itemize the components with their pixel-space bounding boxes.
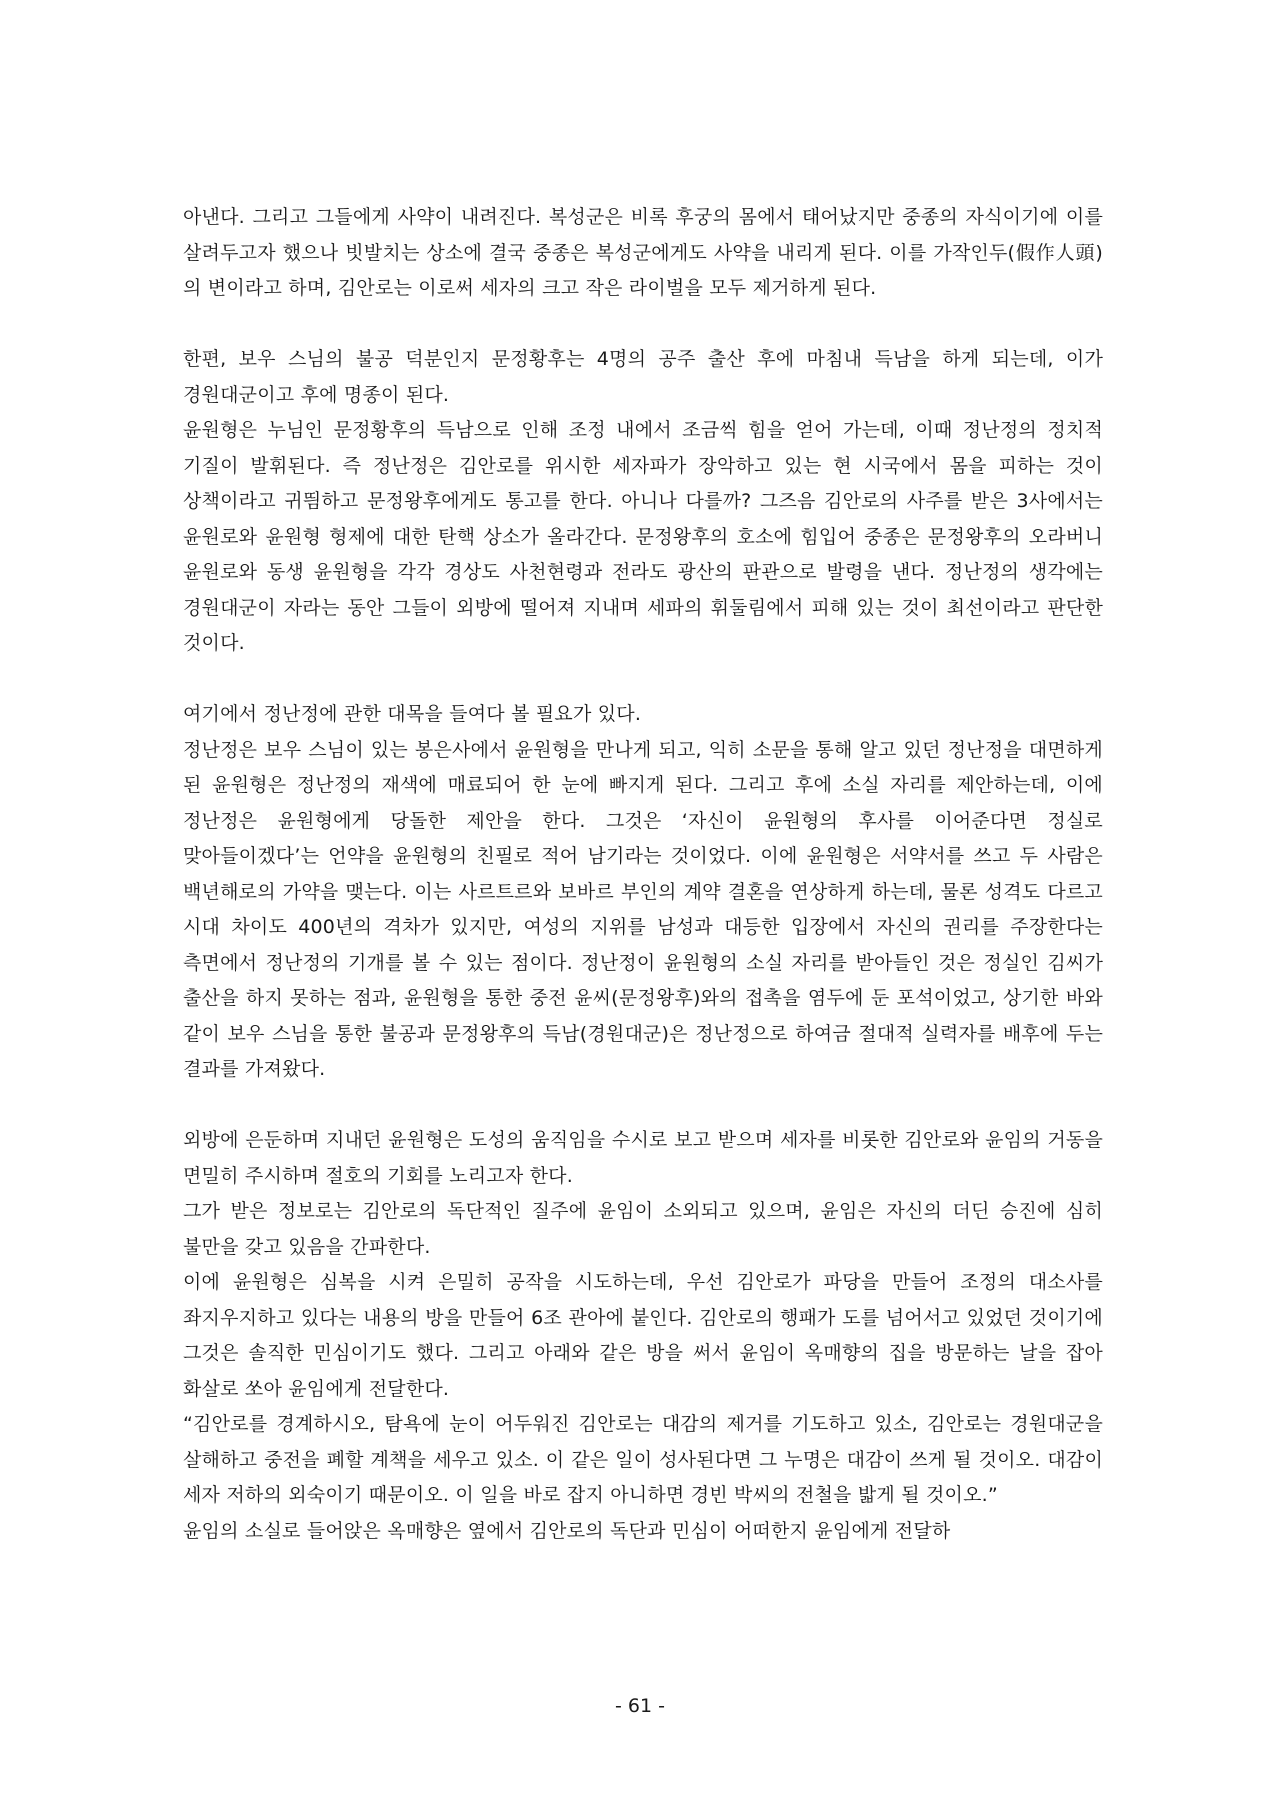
paragraph-4: [183, 1123, 1103, 1549]
text-line: 윤임의 소실로 들어앉은 옥매향은 옆에서 김안로의 독단과 민심이 어떠한지 윤임에게 전달하: [183, 1519, 951, 1542]
text-line: 윤원형은 누님인 문정황후의 득남으로 인해 조정 내에서 조금씩 힘을 얻어 가는데, 이때 정난정의 정치적 기질이 발휘된다. 즉 정난정은 김안로를 위시한 세자파가 장악하고 있는 현 시국에서 몸을 피하는 것이 상책이라고 귀띔하고 문정왕후에게도 통고를 한다. 아니나 다를까? 그즈음 김안로의 사주를 받은 3사에서는 윤원로와 윤원형 형제에 대한 탄핵 상소가 올라간다. 문정왕후의 호소에 힘입어 중종은 문정왕후의 오라버니 윤원로와 동생 윤원형을 각각 경상도 사천현령과 전라도 광산의 판관으로 발령을 낸다. 정난정의 생각에는 경원대군이 자라는 동안 그들이 외방에 떨어져 지내며 세파의 휘둘림에서 피해 있는 것이 최선이라고 판단한 것이다.: [183, 419, 1103, 654]
paragraph-2: [183, 342, 1103, 662]
body-text: [183, 200, 1103, 1585]
text-line: 정난정은 보우 스님이 있는 봉은사에서 윤원형을 만나게 되고, 익히 소문을 통해 알고 있던 정난정을 대면하게 된 윤원형은 정난정의 재색에 매료되어 한 눈에 빠지게 된다. 그리고 후에 소실 자리를 제안하는데, 이에 정난정은 윤원형에게 당돌한 제안을 한다. 그것은 ‘자신이 윤원형의 후사를 이어준다면 정실로 맞아들이겠다’는 언약을 윤원형의 친필로 적어 남기라는 것이었다. 이에 윤원형은 서약서를 쓰고 두 사람은 백년해로의 가약을 맺는다. 이는 사르트르와 보바르 부인의 계약 결혼을 연상하게 하는데, 물론 성격도 다르고 시대 차이도 400년의 격차가 있지만, 여성의 지위를 남성과 대등한 입장에서 자신의 권리를 주장한다는 측면에서 정난정의 기개를 볼 수 있는 점이다. 정난정이 윤원형의 소실 자리를 받아들인 것은 정실인 김씨가 출산을 하지 못하는 점과, 윤원형을 통한 중전 윤씨(문정왕후)와의 접촉을 염두에 둔 포석이었고, 상기한 바와 같이 보우 스님을 통한 불공과 문정왕후의 득남(경원대군)은 정난정으로 하여금 절대적 실력자를 배후에 두는 결과를 가져왔다.: [183, 738, 1103, 1080]
text-line: 한편, 보우 스님의 불공 덕분인지 문정황후는 4명의 공주 출산 후에 마침내 득남을 하게 되는데, 이가 경원대군이고 후에 명종이 된다.: [183, 348, 1103, 406]
text-line: 여기에서 정난정에 관한 대목을 들여다 볼 필요가 있다.: [183, 703, 642, 725]
text-line: 그가 받은 정보로는 김안로의 독단적인 질주에 윤임이 소외되고 있으며, 윤임은 자신의 더딘 승진에 심히 불만을 갖고 있음을 간파한다.: [183, 1200, 1103, 1258]
paragraph-3: [183, 697, 1103, 1088]
text-line: 아낸다. 그리고 그들에게 사약이 내려진다. 복성군은 비록 후궁의 몸에서 태어났지만 중종의 자식이기에 이를 살려두고자 했으나 빗발치는 상소에 결국 중종은 복성군에게도 사약을 내리게 된다. 이를 가작인두(假作人頭)의 변이라고 하며, 김안로는 이로써 세자의 크고 작은 라이벌을 모두 제거하게 된다.: [183, 206, 1103, 299]
paragraph-1: [183, 200, 1103, 307]
text-line: “김안로를 경계하시오, 탐욕에 눈이 어두워진 김안로는 대감의 제거를 기도하고 있소, 김안로는 경원대군을 살해하고 중전을 폐할 계책을 세우고 있소. 이 같은 일이 성사된다면 그 누명은 대감이 쓰게 될 것이오. 대감이 세자 저하의 외숙이기 때문이오. 이 일을 바로 잡지 아니하면 경빈 박씨의 전철을 밟게 될 것이오.”: [183, 1413, 1103, 1506]
page-number: - 61 -: [615, 1695, 665, 1717]
text-line: 이에 윤원형은 심복을 시켜 은밀히 공작을 시도하는데, 우선 김안로가 파당을 만들어 조정의 대소사를 좌지우지하고 있다는 내용의 방을 만들어 6조 관아에 붙인다. 김안로의 행패가 도를 넘어서고 있었던 것이기에 그것은 솔직한 민심이기도 했다. 그리고 아래와 같은 방을 써서 윤임이 옥매향의 집을 방문하는 날을 잡아 화살로 쏘아 윤임에게 전달한다.: [183, 1271, 1103, 1400]
text-line: 외방에 은둔하며 지내던 윤원형은 도성의 움직임을 수시로 보고 받으며 세자를 비롯한 김안로와 윤임의 거동을 면밀히 주시하며 절호의 기회를 노리고자 한다.: [183, 1129, 1103, 1187]
